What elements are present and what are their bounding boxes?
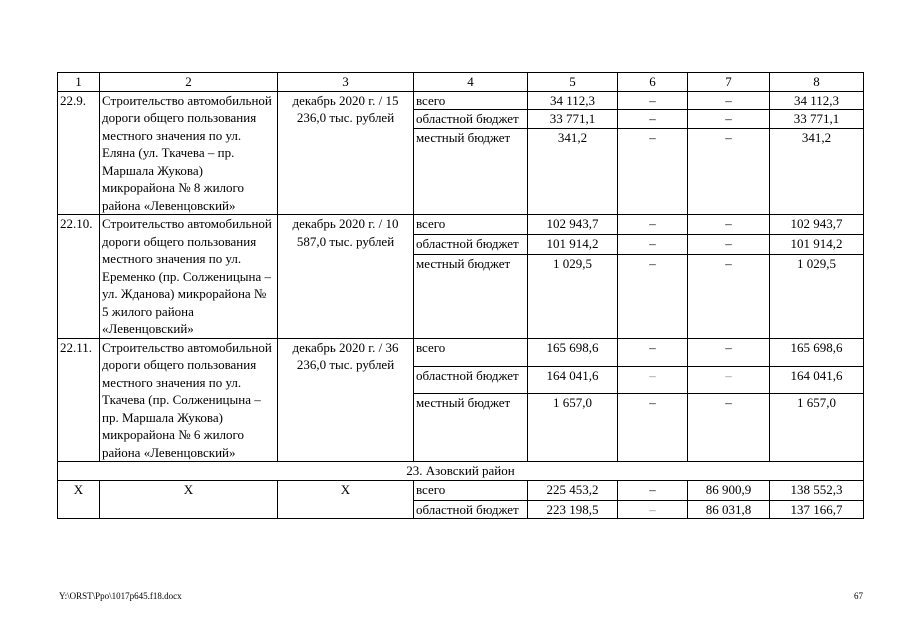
value-cell: 34 112,3 <box>528 91 618 110</box>
value-cell: 138 552,3 <box>770 480 864 500</box>
header-cell: 8 <box>770 73 864 92</box>
funding-source: местный бюджет <box>414 394 528 462</box>
page-number: 67 <box>854 591 863 601</box>
value-cell: 164 041,6 <box>770 366 864 394</box>
value-cell: – <box>618 366 688 394</box>
value-cell: – <box>688 110 770 129</box>
item-number: X <box>58 480 100 519</box>
value-cell: 33 771,1 <box>770 110 864 129</box>
value-cell: 86 031,8 <box>688 500 770 519</box>
item-term: X <box>278 480 414 519</box>
table-row <box>58 215 864 235</box>
item-name: Строительство автомобильной дороги общего пользования местного значения по ул. Еляна (ул. Ткачева – пр. Маршала Жукова) микрорайона № 8 жилого района «Левенцовский» <box>100 91 278 215</box>
funding-source: областной бюджет <box>414 110 528 129</box>
header-cell: 1 <box>58 73 100 92</box>
funding-source: всего <box>414 338 528 366</box>
header-row <box>58 73 864 92</box>
section-row <box>58 462 864 481</box>
footer-file-path: Y:\ORST\Ppo\1017p645.f18.docx <box>59 591 182 601</box>
funding-source: всего <box>414 215 528 235</box>
item-term: декабрь 2020 г. / 36 236,0 тыс. рублей <box>278 338 414 462</box>
value-cell: – <box>618 110 688 129</box>
header-cell: 5 <box>528 73 618 92</box>
value-cell: – <box>688 234 770 254</box>
value-cell: 33 771,1 <box>528 110 618 129</box>
value-cell: – <box>618 394 688 462</box>
value-cell: 223 198,5 <box>528 500 618 519</box>
value-cell: – <box>688 254 770 338</box>
table-row <box>58 338 864 366</box>
value-cell: 1 657,0 <box>528 394 618 462</box>
value-cell: 165 698,6 <box>770 338 864 366</box>
funding-source: всего <box>414 91 528 110</box>
value-cell: 164 041,6 <box>528 366 618 394</box>
value-cell: – <box>618 254 688 338</box>
value-cell: – <box>618 129 688 215</box>
value-cell: – <box>618 91 688 110</box>
item-name: X <box>100 480 278 519</box>
value-cell: 1 029,5 <box>528 254 618 338</box>
funding-source: областной бюджет <box>414 234 528 254</box>
header-cell: 6 <box>618 73 688 92</box>
section-title: 23. Азовский район <box>58 462 864 481</box>
item-number: 22.11. <box>58 338 100 462</box>
value-cell: 1 657,0 <box>770 394 864 462</box>
item-term: декабрь 2020 г. / 10 587,0 тыс. рублей <box>278 215 414 339</box>
value-cell: – <box>688 129 770 215</box>
funding-source: областной бюджет <box>414 500 528 519</box>
value-cell: 102 943,7 <box>770 215 864 235</box>
value-cell: 341,2 <box>770 129 864 215</box>
value-cell: – <box>688 366 770 394</box>
item-number: 22.10. <box>58 215 100 339</box>
value-cell: – <box>688 215 770 235</box>
item-name: Строительство автомобильной дороги общего пользования местного значения по ул. Ткачева (пр. Солженицына – пр. Маршала Жукова) микрорайона № 6 жилого района «Левенцовский» <box>100 338 278 462</box>
value-cell: 86 900,9 <box>688 480 770 500</box>
value-cell: – <box>618 234 688 254</box>
funding-source: местный бюджет <box>414 129 528 215</box>
header-cell: 7 <box>688 73 770 92</box>
value-cell: – <box>618 480 688 500</box>
value-cell: – <box>688 338 770 366</box>
value-cell: – <box>688 394 770 462</box>
funding-source: областной бюджет <box>414 366 528 394</box>
table-row <box>58 91 864 110</box>
item-term: декабрь 2020 г. / 15 236,0 тыс. рублей <box>278 91 414 215</box>
value-cell: – <box>618 215 688 235</box>
value-cell: 165 698,6 <box>528 338 618 366</box>
value-cell: 34 112,3 <box>770 91 864 110</box>
funding-source: всего <box>414 480 528 500</box>
value-cell: 137 166,7 <box>770 500 864 519</box>
item-number: 22.9. <box>58 91 100 215</box>
header-cell: 4 <box>414 73 528 92</box>
value-cell: 101 914,2 <box>528 234 618 254</box>
value-cell: 1 029,5 <box>770 254 864 338</box>
funding-source: местный бюджет <box>414 254 528 338</box>
header-cell: 2 <box>100 73 278 92</box>
value-cell: 102 943,7 <box>528 215 618 235</box>
item-name: Строительство автомобильной дороги общего пользования местного значения по ул. Еременко (пр. Солженицына – ул. Жданова) микрорайона № 5 жилого района «Левенцовский» <box>100 215 278 339</box>
value-cell: – <box>618 338 688 366</box>
value-cell: – <box>618 500 688 519</box>
value-cell: 341,2 <box>528 129 618 215</box>
value-cell: 225 453,2 <box>528 480 618 500</box>
table-row <box>58 480 864 500</box>
document-table <box>57 72 864 519</box>
header-cell: 3 <box>278 73 414 92</box>
value-cell: 101 914,2 <box>770 234 864 254</box>
value-cell: – <box>688 91 770 110</box>
